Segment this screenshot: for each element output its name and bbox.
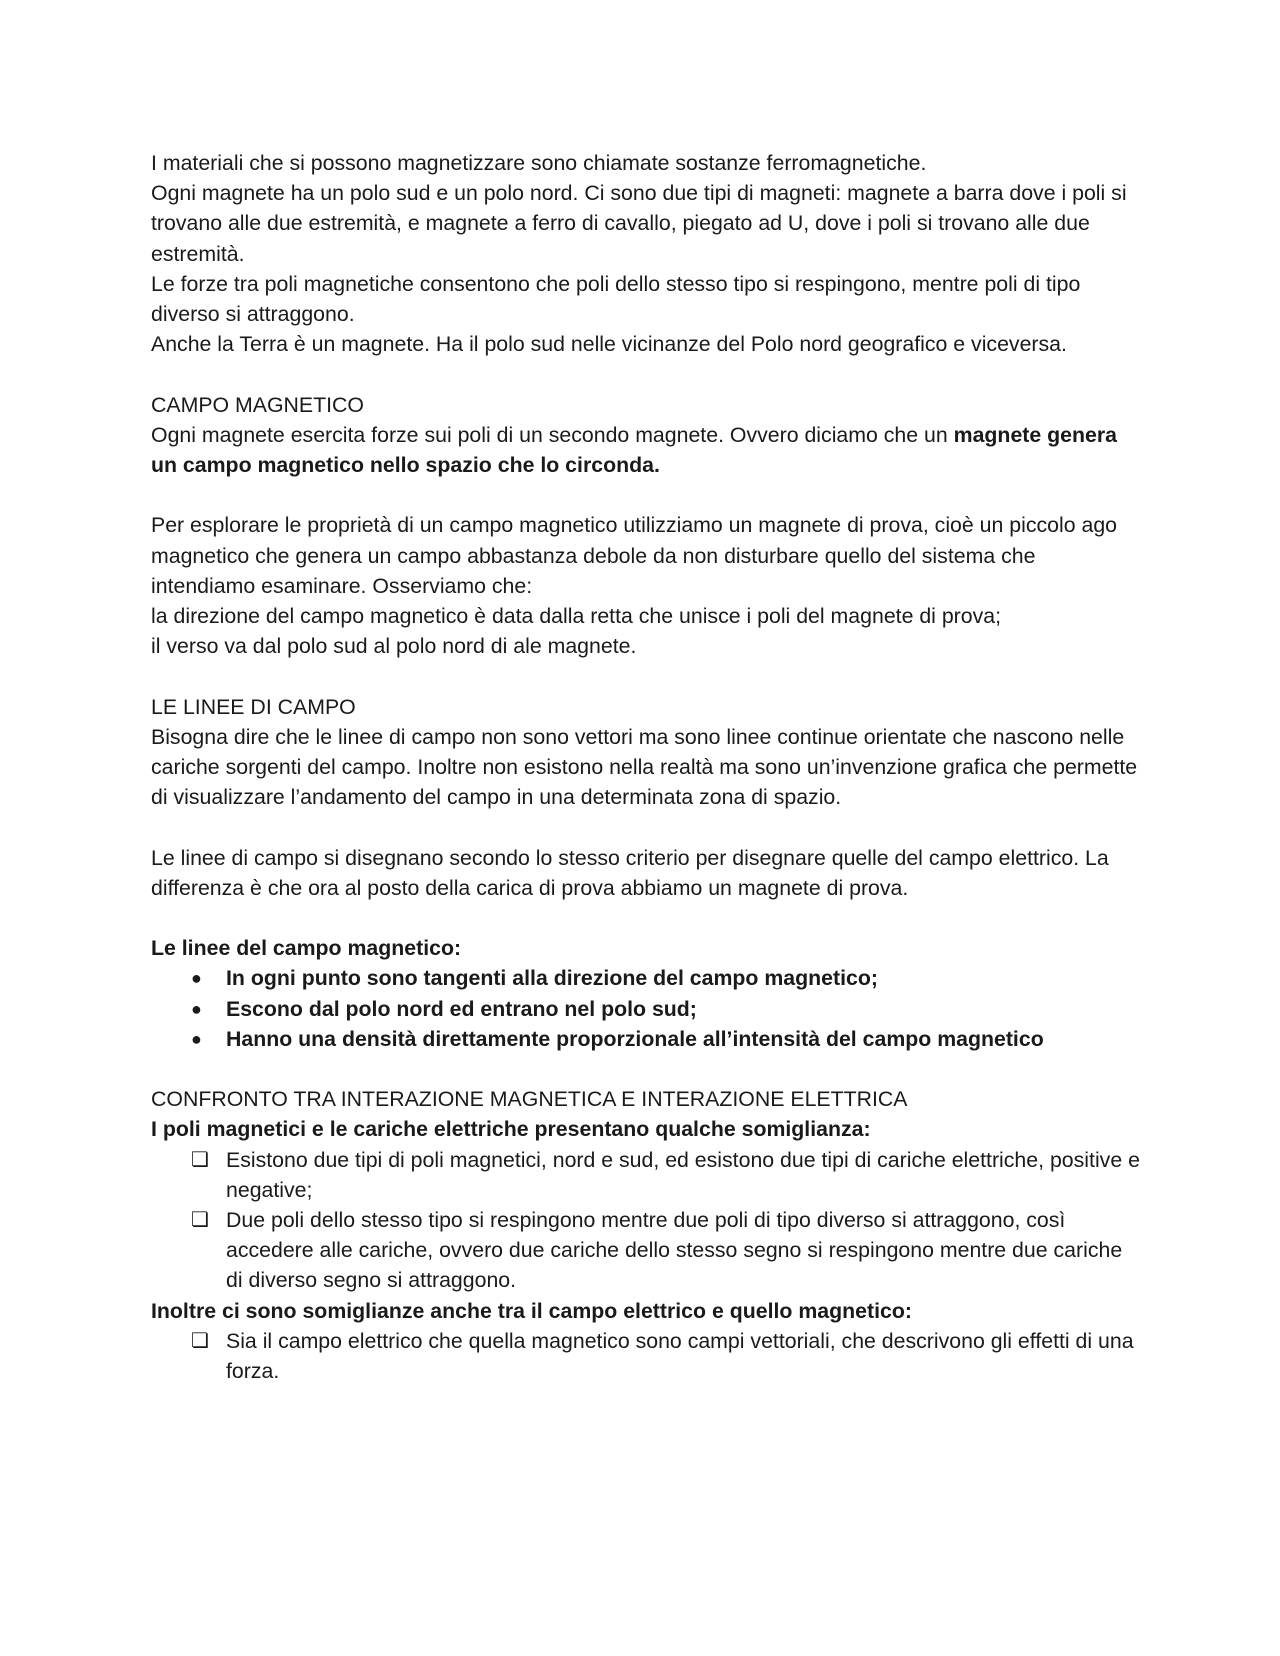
spacer bbox=[151, 480, 1141, 510]
checkbox-icon: ❏ bbox=[191, 1329, 209, 1352]
confronto-subheading-1: I poli magnetici e le cariche elettriche presentano qualche somiglianza: bbox=[151, 1117, 871, 1142]
list-item: ● In ogni punto sono tangenti alla direzione del campo magnetico; bbox=[151, 963, 1141, 993]
linee-heading: LE LINEE DI CAMPO bbox=[151, 694, 356, 719]
list-item: ❏ Sia il campo elettrico che quella magnetico sono campi vettoriali, che descrivono gli effetti di una forza. bbox=[151, 1326, 1141, 1386]
list-item: ● Hanno una densità direttamente proporzionale all’intensità del campo magnetico bbox=[151, 1024, 1141, 1054]
linee-bullet-list bbox=[151, 963, 1141, 1054]
campo-paragraph-4: il verso va dal polo sud al polo nord di ale magnete. bbox=[151, 634, 637, 659]
linee-list-title: Le linee del campo magnetico: bbox=[151, 936, 462, 961]
confronto-checkbox-list-1 bbox=[151, 1145, 1141, 1296]
document-page bbox=[151, 148, 1141, 1386]
confronto-heading: CONFRONTO TRA INTERAZIONE MAGNETICA E INTERAZIONE ELETTRICA bbox=[151, 1087, 908, 1112]
confronto-subheading-2: Inoltre ci sono somiglianze anche tra il campo elettrico e quello magnetico: bbox=[151, 1298, 912, 1323]
checkbox-icon: ❏ bbox=[191, 1209, 209, 1232]
checkbox-icon: ❏ bbox=[191, 1148, 209, 1171]
spacer bbox=[151, 812, 1141, 842]
intro-paragraph-4: Anche la Terra è un magnete. Ha il polo sud nelle vicinanze del Polo nord geografico e viceversa. bbox=[151, 332, 1067, 357]
linee-paragraph-2: Le linee di campo si disegnano secondo lo stesso criterio per disegnare quelle del campo elettrico. La differenza è che ora al posto della carica di prova abbiamo un magnete di prova. bbox=[151, 845, 1109, 900]
campo-text: Ogni magnete esercita forze sui poli di un secondo magnete. Ovvero diciamo che un bbox=[151, 422, 954, 447]
list-item: ❏ Due poli dello stesso tipo si respingono mentre due poli di tipo diverso si attraggono, così accedere alle cariche, ovvero due cariche dello stesso segno si respingono mentre due cariche di diverso segno si attraggono. bbox=[151, 1205, 1141, 1296]
spacer bbox=[151, 661, 1141, 691]
list-item: ❏ Esistono due tipi di poli magnetici, nord e sud, ed esistono due tipi di cariche elettriche, positive e negative; bbox=[151, 1145, 1141, 1205]
confronto-checkbox-list-2 bbox=[151, 1326, 1141, 1386]
campo-paragraph-1 bbox=[151, 420, 1141, 480]
linee-paragraph-1: Bisogna dire che le linee di campo non sono vettori ma sono linee continue orientate che nascono nelle cariche sorgenti del campo. Inoltre non esistono nella realtà ma sono un’invenzione grafica che permette di visualizzare l’andamento del campo in una determinata zona di spazio. bbox=[151, 724, 1138, 810]
campo-paragraph-2: Per esplorare le proprietà di un campo magnetico utilizziamo un magnete di prova, cioè un piccolo ago magnetico che genera un campo abbastanza debole da non disturbare quello del sistema che intendiamo esaminare. Osserviamo che: bbox=[151, 513, 1118, 598]
spacer bbox=[151, 359, 1141, 389]
campo-heading: CAMPO MAGNETICO bbox=[151, 392, 364, 417]
intro-paragraph-3: Le forze tra poli magnetiche consentono che poli dello stesso tipo si respingono, mentre poli di tipo diverso si attraggono. bbox=[151, 271, 1081, 327]
bullet-icon: ● bbox=[191, 998, 202, 1019]
intro-paragraph-1: I materiali che si possono magnetizzare sono chiamate sostanze ferromagnetiche. bbox=[151, 151, 927, 175]
campo-bold-text: magnete genera un campo magnetico nello spazio che lo circonda. bbox=[151, 422, 1117, 478]
bullet-icon: ● bbox=[191, 1028, 202, 1049]
spacer bbox=[151, 903, 1141, 933]
bullet-icon: ● bbox=[191, 968, 202, 989]
campo-paragraph-3: la direzione del campo magnetico è data dalla retta che unisce i poli del magnete di prova; bbox=[151, 604, 1002, 629]
intro-paragraph-2: Ogni magnete ha un polo sud e un polo nord. Ci sono due tipi di magneti: magnete a barra dove i poli si trovano alle due estremità, e magnete a ferro di cavallo, piegato ad U, dove i poli si trovano alle due estremità. bbox=[151, 181, 1127, 266]
spacer bbox=[151, 1054, 1141, 1084]
list-item: ● Escono dal polo nord ed entrano nel polo sud; bbox=[151, 994, 1141, 1024]
